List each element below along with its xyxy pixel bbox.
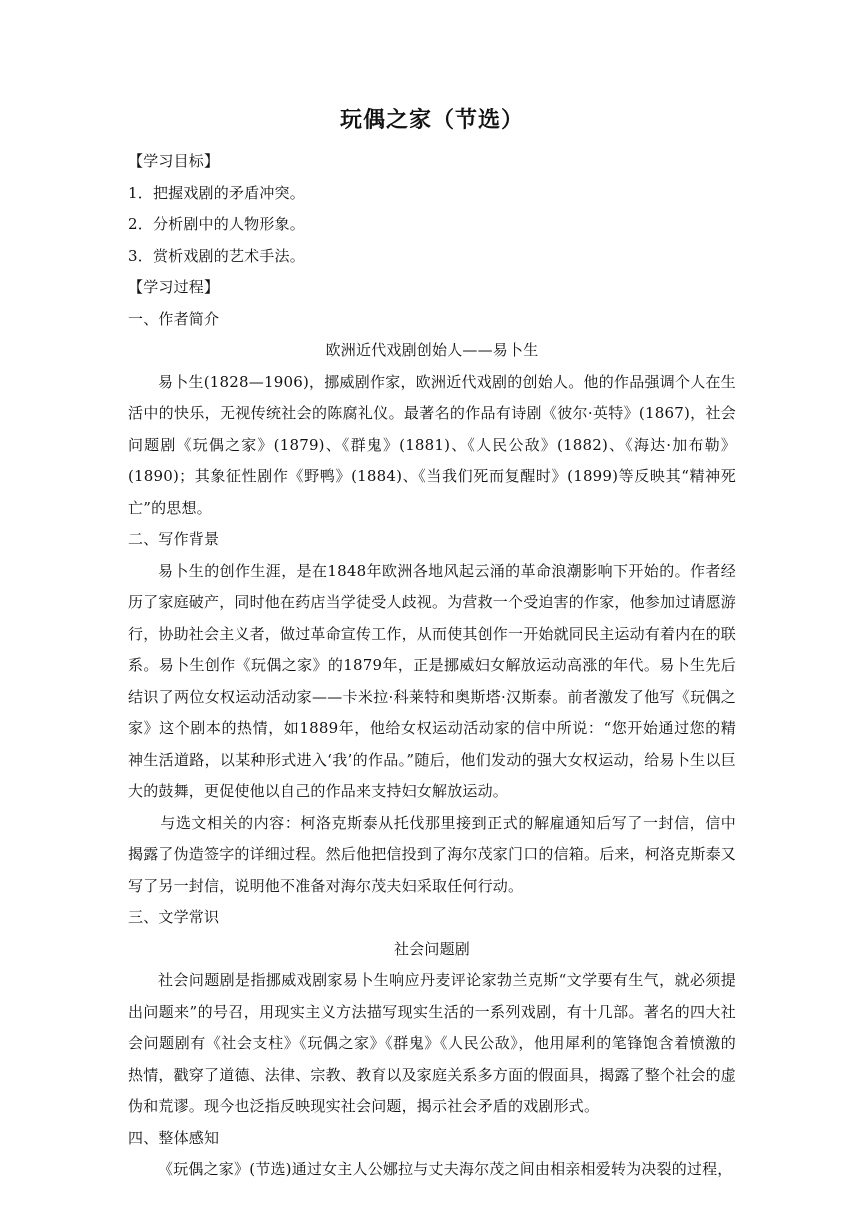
- goals-heading: 【学习目标】: [128, 152, 220, 170]
- section-heading-background: 二、写作背景: [128, 530, 220, 548]
- author-subtitle: 欧洲近代戏剧创始人——易卜生: [325, 341, 539, 359]
- goal-item: 2．分析剧中的人物形象。: [128, 215, 305, 233]
- author-paragraph: 易卜生(1828—1906)，挪威剧作家，欧洲近代戏剧的创始人。他的作品强调个人在生活中的快乐，无视传统社会的陈腐礼仪。最著名的作品有诗剧《彼尔·英特》(1867)，社会问题剧《玩偶之家》(1879)、《群鬼》(1881)、《人民公敌》(1882)、《海达·加布勒》(1890)；其象征性剧作《野鸭》(1884)、《当我们死而复醒时》(1899)等反映其“精神死亡”的思想。: [128, 372, 736, 517]
- background-related-paragraph: 与选文相关的内容：柯洛克斯泰从托伐那里接到正式的解雇通知后写了一封信，信中揭露了伪造签字的详细过程。然后他把信投到了海尔茂家门口的信箱。后来，柯洛克斯泰又写了另一封信，说明他不准备对海尔茂夫妇采取任何行动。: [128, 813, 737, 895]
- literature-subtitle: 社会问题剧: [393, 939, 470, 958]
- literature-paragraph: 社会问题剧是指挪威戏剧家易卜生响应丹麦评论家勃兰克斯“文学要有生气，就必须提出问题来”的号召，用现实主义方法描写现实生活的一系列戏剧，有十几部。著名的四大社会问题剧有《社会支柱》《玩偶之家》《群鬼》《人民公敌》，他用犀利的笔锋饱含着愤激的热情，戳穿了道德、法律、宗教、教育以及家庭关系多方面的假面具，揭露了整个社会的虚伪和荒谬。现今也泛指反映现实社会问题，揭示社会矛盾的戏剧形式。: [128, 971, 737, 1115]
- document-body: [128, 100, 736, 1186]
- goal-item: 1．把握戏剧的矛盾冲突。: [128, 183, 305, 202]
- background-paragraph: 易卜生的创作生涯，是在1848年欧洲各地风起云涌的革命浪潮影响下开始的。作者经历了家庭破产，同时他在药店当学徒受人歧视。为营救一个受迫害的作家，他参加过请愿游行，协助社会主义者，做过革命宣传工作，从而使其创作一开始就同民主运动有着内在的联系。易卜生创作《玩偶之家》的1879年，正是挪威妇女解放运动高涨的年代。易卜生先后结识了两位女权运动活动家——卡米拉·科莱特和奥斯塔·汉斯泰。前者激发了他写《玩偶之家》这个剧本的热情，如1889年，他给女权运动活动家的信中所说：“您开始通过您的精神生活道路，以某种形式进入‘我’的作品。”随后，他们发动的强大女权运动，给易卜生以巨大的鼓舞，更促使他以自己的作品来支持妇女解放运动。: [128, 561, 737, 800]
- page-title: 玩偶之家（节选）: [339, 107, 524, 133]
- section-heading-author: 一、作者简介: [128, 309, 220, 328]
- section-heading-literature: 三、文学常识: [128, 908, 220, 926]
- overview-paragraph: 《玩偶之家》(节选)通过女主人公娜拉与丈夫海尔茂之间由相亲相爱转为决裂的过程，: [158, 1160, 733, 1178]
- process-heading: 【学习过程】: [128, 278, 220, 296]
- goal-item: 3．赏析戏剧的艺术手法。: [128, 246, 305, 265]
- section-heading-overview: 四、整体感知: [128, 1128, 220, 1147]
